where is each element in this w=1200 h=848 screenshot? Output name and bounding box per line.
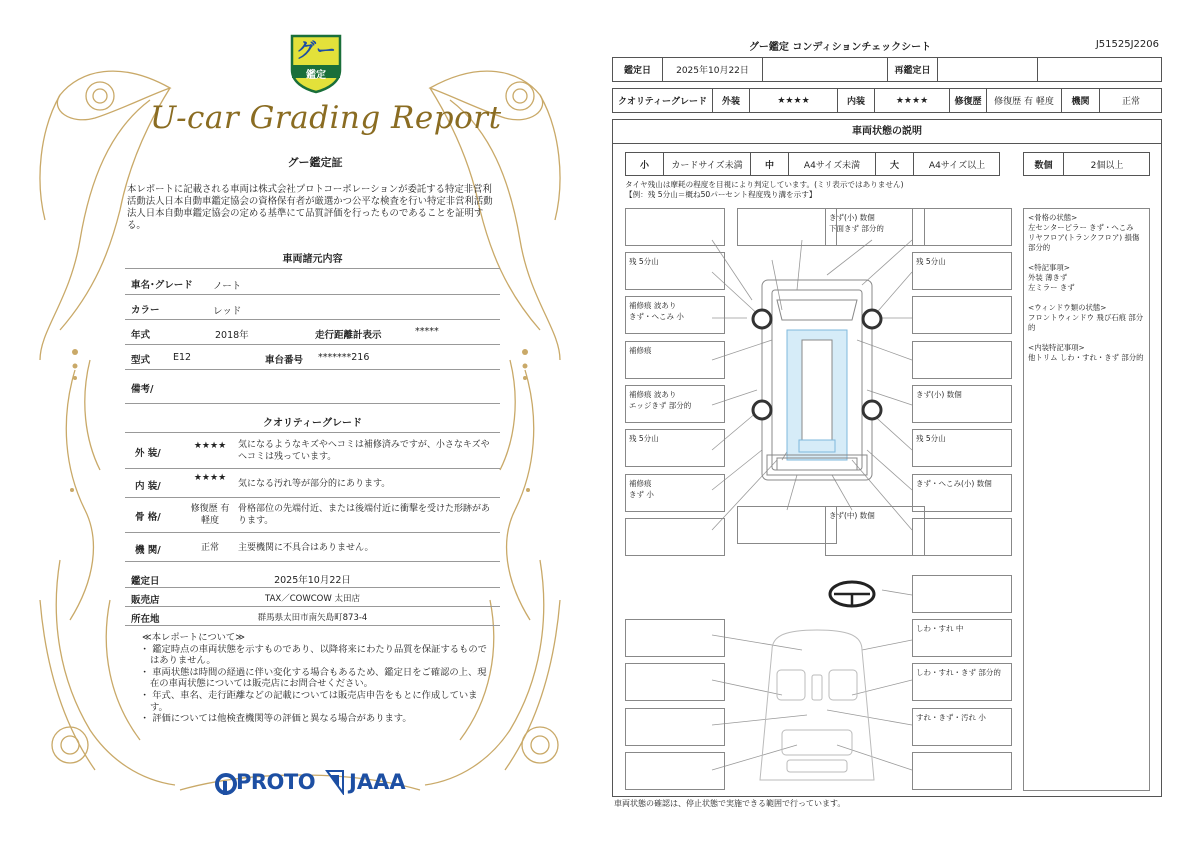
badge-main-text: グー [296, 38, 336, 62]
sheet-title: グー鑑定 コンディションチェックシート [748, 42, 932, 53]
engine-label: 機関 [1062, 89, 1100, 112]
annotation-box [625, 752, 725, 790]
shop-label: 販売店 [131, 595, 160, 606]
address-row [125, 607, 500, 626]
mileage-value: ***** [415, 326, 439, 337]
int-value: ★★★★ [875, 89, 950, 112]
spec-row-name [125, 270, 500, 295]
remark-line: リヤフロア(トランクフロア) 損傷 部分的 [1028, 233, 1140, 252]
grade-label: 内 装/ [135, 481, 161, 492]
spec-divider [125, 268, 500, 269]
spec-row-remarks [125, 370, 500, 404]
remark-line: 他トリム しわ・すれ・きず 部分的 [1028, 353, 1144, 362]
name-label: 車名･グレード [131, 280, 193, 291]
annotation-box-left-tire-front: 残 5分山 [625, 252, 725, 290]
shop-row [125, 588, 500, 607]
grade-label: 外 装/ [135, 448, 161, 459]
note-item: ・ 車両状態は時間の経過に伴い変化する場合もあるため、鑑定日をご確認の上、現在の車両状態については販売店にお問合せください。 [140, 666, 487, 690]
name-value: ノート [213, 281, 242, 292]
note-item: ・ 鑑定時点の車両状態を示すものであり、以降将来にわたり品質を保証するものではありません。 [140, 643, 487, 667]
badge-sub-text: 鑑定 [306, 70, 326, 81]
model-value: E12 [173, 352, 192, 363]
size-legend-table [625, 152, 1000, 176]
annotation-box [912, 518, 1012, 556]
steering-wheel-icon [830, 582, 874, 606]
grade-score: ★★★★ [193, 473, 227, 483]
grade-score: 修復歴 有 軽度 [190, 504, 230, 526]
size-small-desc: カードサイズ未満 [664, 153, 751, 175]
annotation-box-left-front-fender: 補修痕 波あり きず・へこみ 小 [625, 296, 725, 334]
year-label: 年式 [131, 330, 151, 341]
mileage-label: 走行距離計表示 [315, 330, 382, 341]
repair-value: 修復歴 有 軽度 [987, 89, 1062, 112]
remark-line: フロントウィンドウ 飛び石痕 部分的 [1028, 313, 1144, 332]
repair-label: 修復歴 [950, 89, 987, 112]
color-label: カラー [131, 305, 160, 316]
tire-note [625, 180, 904, 200]
annotation-box-bottom-center: きず(中) 数個 [825, 506, 925, 556]
size-large-label: 大 [876, 153, 914, 175]
size-mid-desc: A4サイズ未満 [789, 153, 876, 175]
remark-group-frame [1028, 213, 1145, 253]
tire-note-line: 【例：残 5分山＝概ね50パーセント程度残り溝を示す】 [625, 190, 817, 199]
grade-desc: 気になるようなキズやヘコミは補修済みですが、小さなキズやヘコミは残っています。 [238, 440, 490, 462]
spec-section-title: 車両諸元内容 [282, 254, 343, 265]
remarks-box [1023, 208, 1150, 791]
annotation-box [912, 296, 1012, 334]
annotation-box [912, 208, 1012, 246]
color-value: レッド [213, 306, 242, 317]
annotation-box-right-tire-front: 残 5分山 [912, 252, 1012, 290]
date-label: 鑑定日 [613, 58, 663, 81]
annotation-box-left-rear-door: 補修痕 波あり エッジきず 部分的 [625, 385, 725, 423]
report-notes [140, 632, 495, 725]
annotation-box [737, 208, 837, 246]
annotation-box [625, 663, 725, 701]
annotation-box-left-front-door: 補修痕 [625, 341, 725, 379]
grade-row-engine [125, 533, 500, 562]
size-mid-label: 中 [751, 153, 789, 175]
grade-desc: 主要機関に不具合はありません。 [238, 543, 374, 553]
count-legend-table [1023, 152, 1150, 176]
date-value: 2025年10月22日 [274, 575, 351, 586]
certificate-description: 本レポートに記載される車両は株式会社プロトコーポレーションが委託する特定非営利活動法人日本自動車鑑定協会の資格保有者が厳選かつ公平な検査を行い特定非営利活動法人日本自動車鑑定協会の定める基準にて品質評価を行ったものであることを証明する。 [127, 184, 493, 231]
remark-line: 左ミラー きず [1028, 283, 1075, 292]
annotation-box-right-rear-fender: きず・へこみ(小) 数個 [912, 474, 1012, 512]
annotation-box [625, 619, 725, 657]
annotation-box-seat-front: しわ・すれ 中 [912, 619, 1012, 657]
remark-group-special [1028, 263, 1145, 293]
car-interior-view [760, 630, 874, 780]
jaaa-logo: JAAA [349, 770, 406, 794]
remark-title: <ウィンドウ類の状態> [1028, 303, 1107, 312]
int-label: 内装 [838, 89, 875, 112]
shop-value: TAX／COWCOW 太田店 [265, 594, 360, 604]
annotation-box-seat-mid: しわ・すれ・きず 部分的 [912, 663, 1012, 701]
grade-score: ★★★★ [193, 441, 227, 451]
remark-title: <骨格の状態> [1028, 213, 1078, 222]
remark-title: <内装特記事項> [1028, 343, 1085, 352]
spec-row-model [125, 345, 500, 370]
annotation-box [625, 518, 725, 556]
ext-label: 外装 [713, 89, 750, 112]
engine-value: 正常 [1121, 97, 1140, 107]
year-value: 2018年 [215, 330, 249, 341]
chassis-label: 車台番号 [265, 355, 304, 366]
annotation-box [737, 506, 837, 544]
remark-line: 左センターピラー きず・へこみ [1028, 223, 1134, 232]
size-small-label: 小 [626, 153, 664, 175]
address-value: 群馬県太田市南矢島町873-4 [257, 613, 368, 623]
grade-row-frame [125, 498, 500, 533]
proto-logo-icon [214, 772, 238, 796]
date-value: 2025年10月22日 [663, 58, 763, 81]
description-title: 車両状態の説明 [613, 120, 1161, 144]
grade-score: 正常 [200, 543, 219, 553]
grade-row-exterior [125, 433, 500, 469]
remark-line: 外装 薄きず [1028, 273, 1068, 282]
annotation-box-steering [912, 575, 1012, 613]
remark-group-interior [1028, 343, 1145, 363]
tire-note-line: タイヤ残山は摩耗の程度を目視により判定しています。(ミリ表示ではありません) [625, 180, 904, 189]
date-table [612, 57, 1162, 82]
grade-row-interior [125, 469, 500, 498]
model-label: 型式 [131, 355, 151, 366]
annotation-box-seat-rear: すれ・きず・汚れ 小 [912, 708, 1012, 746]
grade-section-title: クオリティーグレード [263, 418, 362, 429]
size-large-desc: A4サイズ以上 [928, 160, 986, 171]
grade-label: 機 関/ [135, 545, 161, 556]
note-item: ・ 評価については他検査機関等の評価と異なる場合があります。 [140, 713, 412, 725]
chassis-value: *******216 [318, 352, 370, 363]
annotation-box-right-tire-rear: 残 5分山 [912, 429, 1012, 467]
note-item: ・ 年式、車名、走行距離などの記載については販売店申告をもとに作成しています。 [140, 689, 478, 713]
car-top-view [762, 280, 872, 480]
spec-row-color [125, 295, 500, 320]
remarks-label: 備考/ [131, 384, 154, 395]
annotation-box [912, 752, 1012, 790]
annotation-box [625, 708, 725, 746]
annotation-box-right-rear-door: きず(小) 数個 [912, 385, 1012, 423]
report-title: U-car Grading Report [150, 100, 502, 136]
footer-note: 車両状態の確認は、停止状態で実施できる範囲で行っています。 [614, 799, 846, 808]
grade-desc: 骨格部位の先端付近、または後端付近に衝撃を受けた形跡があります。 [238, 504, 491, 526]
redate-label: 再鑑定日 [888, 58, 938, 81]
spec-row-year [125, 320, 500, 345]
date-label: 鑑定日 [131, 576, 160, 587]
annotation-box [912, 341, 1012, 379]
annotation-box-top-center: きず(小) 数個 下面きず 部分的 [825, 208, 925, 246]
redate-blank [1038, 58, 1162, 81]
grade-desc: 気になる汚れ等が部分的にあります。 [238, 479, 391, 489]
remark-title: <特記事項> [1028, 263, 1070, 272]
proto-logo: PROTO [236, 770, 316, 794]
count-desc: 2個以上 [1090, 160, 1124, 171]
count-label: 数個 [1024, 153, 1064, 175]
date-blank [763, 58, 888, 81]
sheet-id: J51525J2206 [1095, 39, 1159, 50]
remark-group-window [1028, 303, 1145, 333]
appraisal-date-row [125, 568, 500, 588]
certificate-title: グー鑑定証 [287, 156, 343, 169]
address-label: 所在地 [131, 614, 160, 625]
annotation-box [625, 208, 725, 246]
ext-value: ★★★★ [750, 89, 838, 112]
goo-appraisal-badge [288, 32, 344, 94]
annotation-box-left-tire-rear: 残 5分山 [625, 429, 725, 467]
jaaa-logo-icon [325, 769, 345, 795]
quality-label: クオリティーグレード [613, 89, 713, 112]
grade-label: 骨 格/ [135, 512, 161, 523]
quality-table [612, 88, 1162, 113]
redate-value [938, 58, 1038, 81]
annotation-box-left-rear-fender: 補修痕 きず 小 [625, 474, 725, 512]
notes-title: ≪本レポートについて≫ [142, 632, 245, 643]
